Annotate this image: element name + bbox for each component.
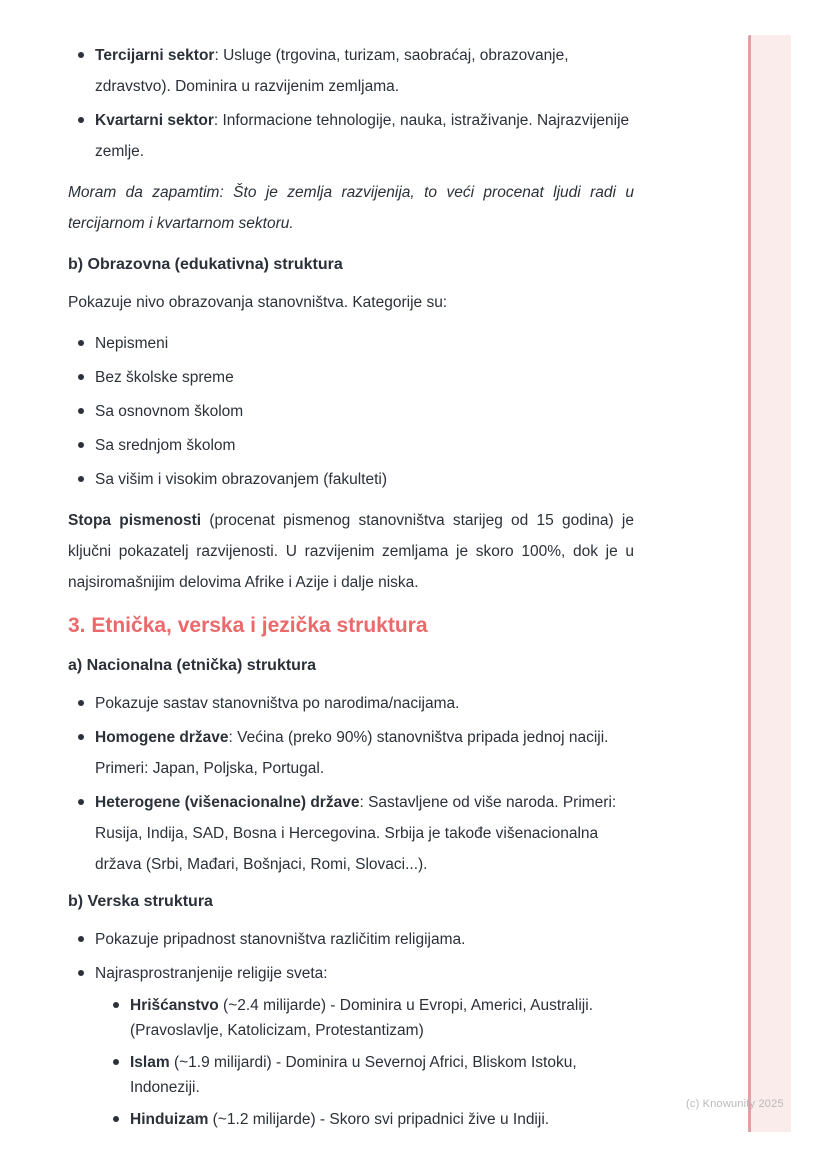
list-item <box>95 688 634 719</box>
heading-nacionalna-struktura: a) Nacionalna (etnička) struktura <box>68 657 317 674</box>
edu-intro: Pokazuje nivo obrazovanja stanovništva. Kategorije su: <box>68 294 448 311</box>
term-bold: Hrišćanstvo <box>130 997 219 1014</box>
religion-list <box>68 924 634 1132</box>
list-item-islam <box>130 1050 634 1100</box>
heading-verska-struktura: b) Verska struktura <box>68 893 213 910</box>
term-bold: Tercijarni sektor <box>95 47 215 64</box>
term-bold: Stopa pismenosti <box>68 512 202 529</box>
term-text: (~1.9 milijardi) - Dominira u Severnoj Africi, Bliskom Istoku, Indoneziji. <box>130 1054 577 1096</box>
term-bold: Islam <box>130 1054 170 1071</box>
term-bold: Kvartarni sektor <box>95 112 214 129</box>
list-item: Bez školske spreme <box>95 362 634 393</box>
section-heading-etnicka: 3. Etnička, verska i jezička struktura <box>68 614 428 637</box>
list-item-religije-sveta <box>95 958 634 1132</box>
term-text: (~1.2 milijarde) - Skoro svi pripadnici žive u Indiji. <box>208 1111 550 1128</box>
list-item-homogene <box>95 722 634 784</box>
list-item: Sa višim i visokim obrazovanjem (fakulteti) <box>95 464 634 495</box>
national-list <box>68 688 634 880</box>
edu-list <box>68 328 634 495</box>
list-item: Nepismeni <box>95 328 634 359</box>
list-item-tercijarni <box>95 40 634 102</box>
term-text: (~2.4 milijarde) - Dominira u Evropi, Americi, Australiji. (Pravoslavlje, Katolicizam, Protestantizam) <box>130 997 593 1039</box>
list-item: Pokazuje pripadnost stanovništva različitim religijama. <box>95 924 634 955</box>
list-item-kvartarni <box>95 105 634 167</box>
term-text: Pokazuje sastav stanovništva po narodima/nacijama. <box>95 695 460 712</box>
term-text: (procenat pismenog stanovništva starijeg od 15 godina) je ključni pokazatelj razvijenosti. U razvijenim zemljama je skoro 100%, dok je u najsiromašnijim delovima Afrike i Azije i dalje niska. <box>68 512 634 591</box>
term-bold: Homogene države <box>95 729 229 746</box>
religions-sublist <box>95 993 634 1132</box>
list-item-hriscanstvo <box>130 993 634 1043</box>
term-bold: Heterogene (višenacionalne) države <box>95 794 360 811</box>
term-bold: Hinduizam <box>130 1111 209 1128</box>
term-text: : Sastavljene od više naroda. Primeri: Rusija, Indija, SAD, Bosna i Hercegovina. Srbija je takođe višenacionalna država (Srbi, Mađari, Bošnjaci, Romi, Slovaci...). <box>95 794 617 873</box>
memo-note: Moram da zapamtim: Što je zemlja razvijenija, to veći procenat ljudi radi u tercijarnom i kvartarnom sektoru. <box>68 184 634 232</box>
heading-obrazovna-struktura: b) Obrazovna (edukativna) struktura <box>68 256 343 273</box>
list-item: Sa osnovnom školom <box>95 396 634 427</box>
list-item-heterogene <box>95 787 634 880</box>
term-text: : Usluge (trgovina, turizam, saobraćaj, obrazovanje, zdravstvo). Dominira u razvijenim zemljama. <box>95 47 569 95</box>
term-text: : Većina (preko 90%) stanovništva pripada jednoj naciji. Primeri: Japan, Poljska, Portugal. <box>95 729 609 777</box>
watermark: (c) Knowunity 2025 <box>686 1098 784 1110</box>
sector-list <box>68 40 634 167</box>
term-text: : Informacione tehnologije, nauka, istraživanje. Najrazvijenije zemlje. <box>95 112 630 160</box>
term-text: Najrasprostranjenije religije sveta: <box>95 965 328 982</box>
document-content <box>68 30 634 1142</box>
list-item: Sa srednjom školom <box>95 430 634 461</box>
pink-margin-strip <box>748 35 791 1132</box>
literacy-paragraph <box>68 505 634 598</box>
list-item-hinduizam <box>130 1107 634 1132</box>
